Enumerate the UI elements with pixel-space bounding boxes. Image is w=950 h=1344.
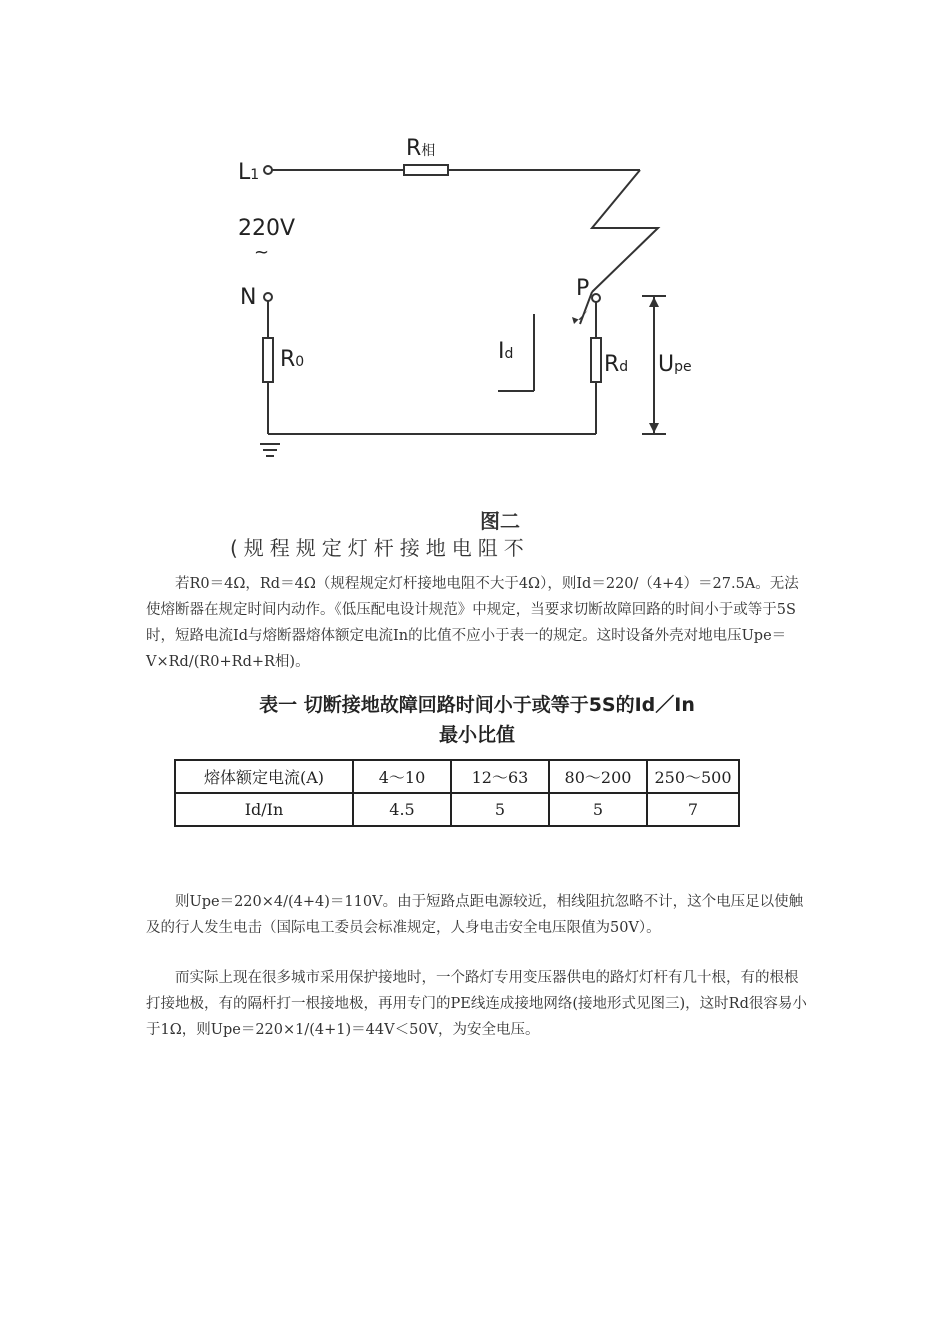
figure-caption: 图二 xyxy=(480,509,520,533)
l1-terminal xyxy=(264,166,272,174)
voltage-label: 220V xyxy=(238,216,296,241)
r0-label: R0 xyxy=(280,347,305,372)
l1-label: L1 xyxy=(238,160,260,185)
fault-zigzag xyxy=(592,170,658,292)
paragraph-1 xyxy=(146,571,808,675)
rd-resistor xyxy=(591,338,601,382)
r0-resistor xyxy=(263,338,273,382)
circuit-figure xyxy=(200,120,800,560)
table-cell: 5 xyxy=(451,793,549,826)
paragraph-3 xyxy=(146,965,808,1043)
upe-arrow-bottom xyxy=(649,423,659,433)
cut-off-text: (规程规定灯杆接地电阻不 xyxy=(230,536,530,560)
table-cell: 5 xyxy=(549,793,647,826)
table-cell: 80～200 xyxy=(549,760,647,793)
table-cell: 7 xyxy=(647,793,739,826)
cut-off-text-line xyxy=(230,532,790,560)
table-cell: 熔体额定电流(A) xyxy=(175,760,353,793)
table-cell: 250～500 xyxy=(647,760,739,793)
ratio-table xyxy=(174,759,740,827)
p-terminal xyxy=(592,294,600,302)
paragraph-1-text: 若R0＝4Ω，Rd＝4Ω（规程规定灯杆接地电阻不大于4Ω），则Id＝220/（4+4）＝27.5A。无法使熔断器在规定时间内动作。《低压配电设计规范》中规定，当要求切断故障回路的时间小于或等于5S时，短路电流Id与熔断器熔体额定电流In的比值不应小于表一的规定。这时设备外壳对地电压Upe＝V×Rd/(R0+Rd+R相)。 xyxy=(146,576,799,670)
table-title xyxy=(146,690,808,750)
paragraph-2-text: 则Upe＝220×4/(4+4)＝110V。由于短路点距电源较近，相线阻抗忽略不计，这个电压足以使触及的行人发生电击（国际电工委员会标准规定，人身电击安全电压限值为50V）。 xyxy=(146,894,804,936)
upe-arrow-top xyxy=(649,297,659,307)
upe-label: Upe xyxy=(658,352,692,377)
table-cell: 4～10 xyxy=(353,760,451,793)
p-label: P xyxy=(576,276,590,301)
n-terminal xyxy=(264,293,272,301)
r-phase-label: R相 xyxy=(406,136,436,161)
circuit-diagram xyxy=(200,120,800,500)
ac-symbol: ~ xyxy=(254,242,270,263)
table-cell: Id/In xyxy=(175,793,353,826)
n-label: N xyxy=(240,285,257,310)
table-row xyxy=(175,793,739,826)
table-header-row xyxy=(175,760,739,793)
id-label: Id xyxy=(498,339,514,364)
paragraph-3-text: 而实际上现在很多城市采用保护接地时，一个路灯专用变压器供电的路灯灯杆有几十根，有的根根打接地极，有的隔杆打一根接地极，再用专门的PE线连成接地网络(接地形式见图三)，这时Rd很容易小于1Ω，则Upe＝220×1/(4+1)＝44V＜50V，为安全电压。 xyxy=(146,970,807,1038)
table-cell: 4.5 xyxy=(353,793,451,826)
table-title-line-2: 最小比值 xyxy=(438,724,515,746)
rd-label: Rd xyxy=(604,352,629,377)
table-title-line-1: 表一 切断接地故障回路时间小于或等于5S的Id／In xyxy=(259,694,695,716)
paragraph-2 xyxy=(146,889,808,941)
table-cell: 12～63 xyxy=(451,760,549,793)
r-phase-resistor xyxy=(404,165,448,175)
